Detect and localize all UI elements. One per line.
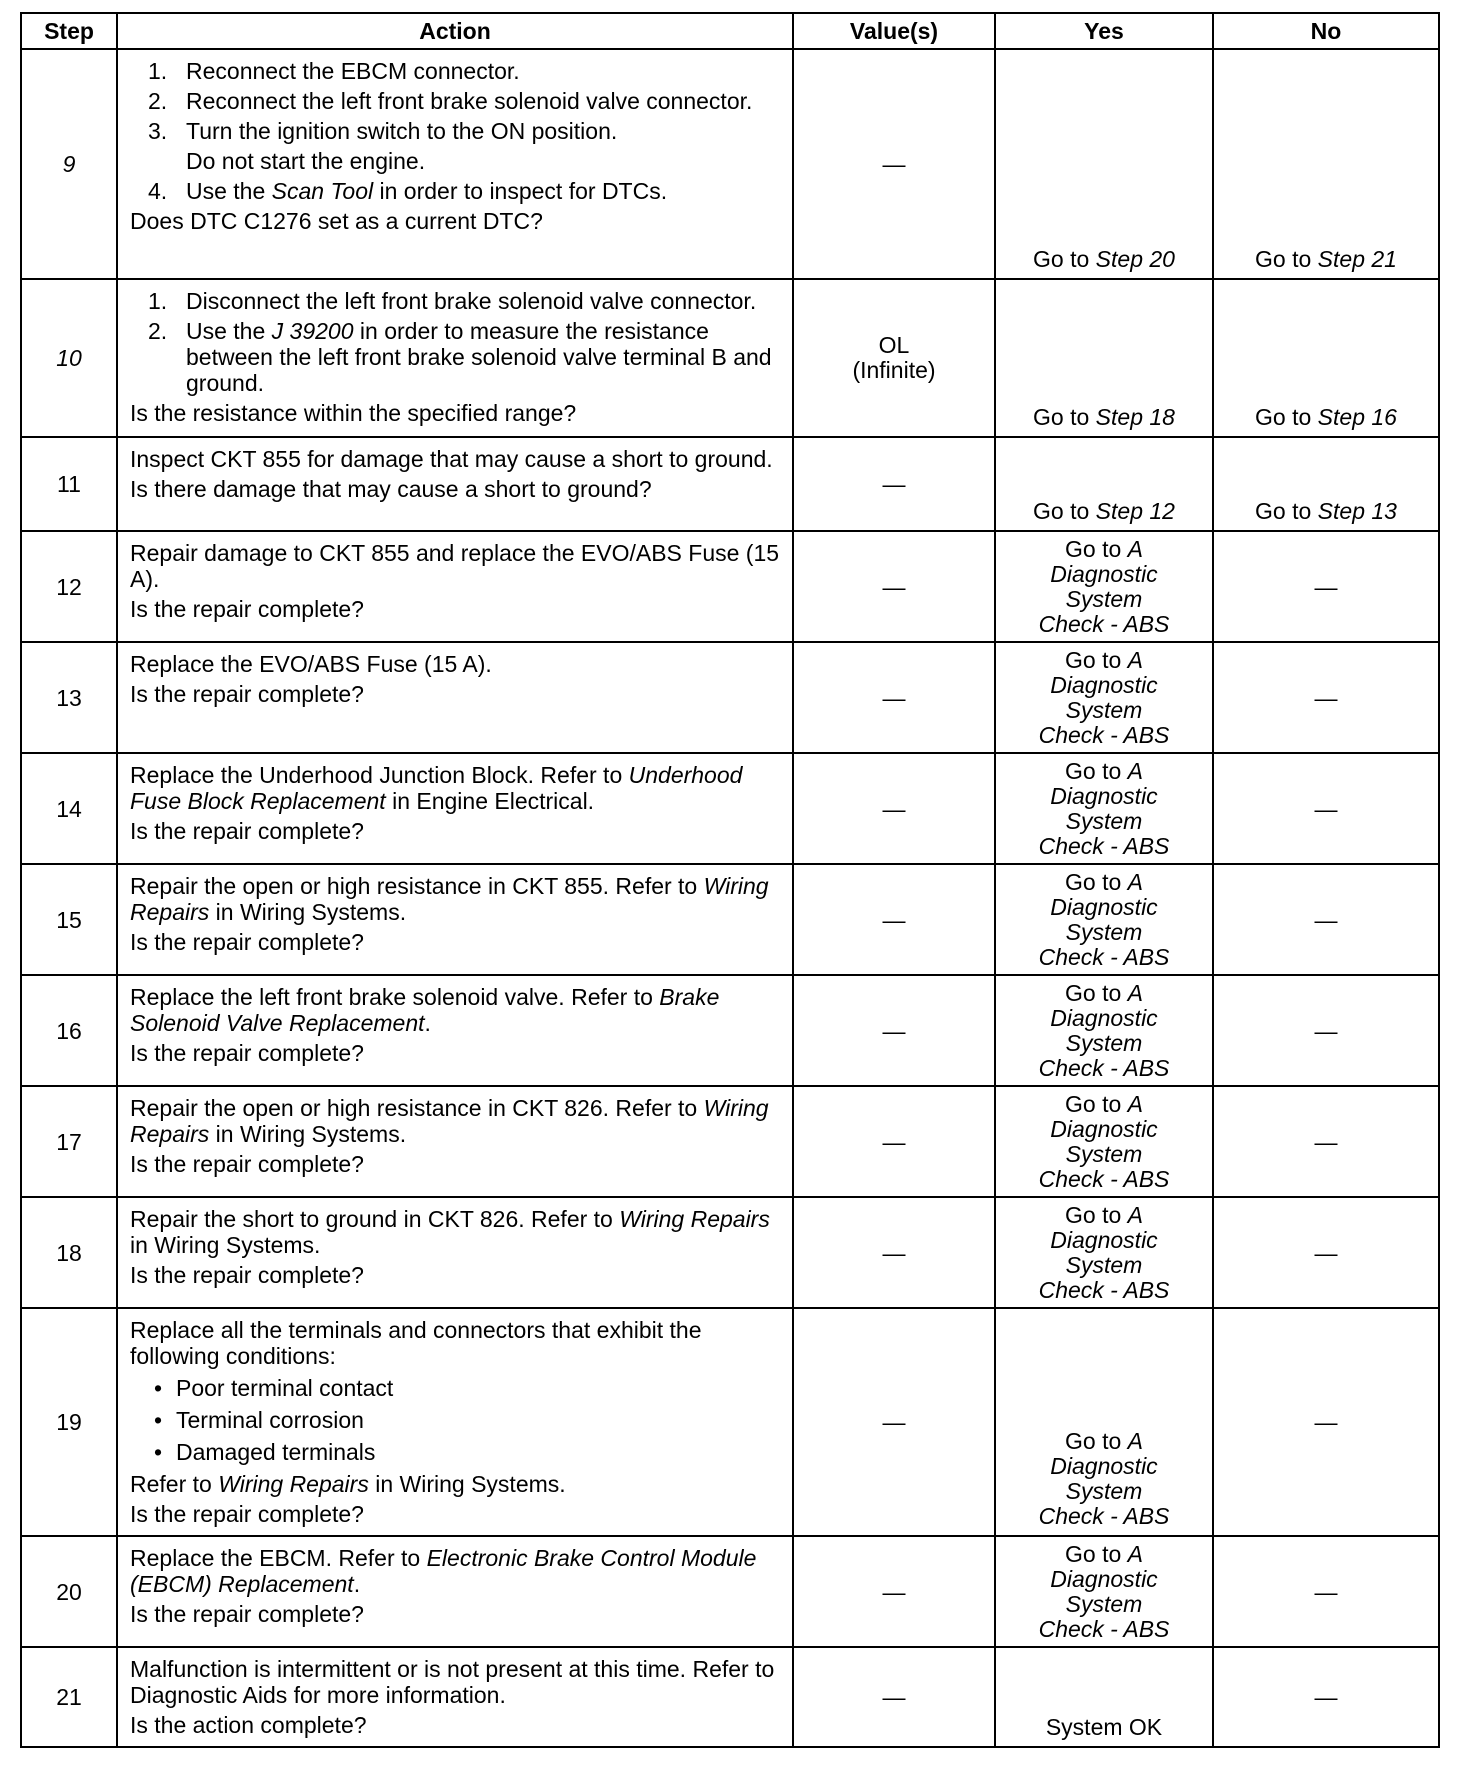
goto-link: System	[1065, 1140, 1143, 1167]
value-text: OL	[878, 332, 910, 358]
goto-text: Go to	[1033, 498, 1096, 524]
goto-link: A	[1127, 1201, 1143, 1228]
action-cell	[117, 1308, 793, 1536]
goto-step-link: Step 21	[1317, 246, 1397, 272]
goto-link: Check - ABS	[1038, 832, 1170, 859]
goto-link: A	[1127, 1540, 1143, 1567]
action-steps	[130, 58, 784, 204]
action-question: Is the repair complete?	[130, 596, 364, 622]
action-cell	[117, 531, 793, 642]
step-number: 3.	[148, 118, 168, 144]
value-cell: —	[793, 975, 995, 1086]
action-text: in Wiring Systems.	[209, 899, 407, 925]
action-question: Is there damage that may cause a short to ground?	[130, 476, 652, 502]
action-text: .	[353, 1571, 361, 1597]
action-text: Replace the Underhood Junction Block. Refer to	[130, 762, 629, 788]
action-question: Is the repair complete?	[130, 929, 364, 955]
goto-link: System	[1065, 1029, 1143, 1056]
table-row	[21, 1536, 1439, 1647]
goto-text: Go to	[1065, 1540, 1128, 1567]
action-question: Is the action complete?	[130, 1712, 367, 1738]
goto-link: System	[1065, 1590, 1143, 1617]
yes-cell	[995, 1308, 1213, 1536]
step-text: Reconnect the left front brake solenoid valve connector.	[186, 88, 753, 114]
goto-link: Check - ABS	[1038, 1615, 1170, 1642]
goto-link: A	[1127, 1428, 1143, 1454]
action-text-italic: Wiring Repairs	[218, 1471, 369, 1497]
goto-text: Go to	[1065, 868, 1128, 895]
value-cell: —	[793, 1647, 995, 1747]
list-item	[130, 318, 784, 396]
condition-list	[130, 1375, 784, 1465]
action-cell	[117, 642, 793, 753]
action-text: in Wiring Systems.	[130, 1232, 321, 1258]
value-cell: —	[793, 1086, 995, 1197]
action-text: Repair the open or high resistance in CKT 826. Refer to	[130, 1095, 704, 1121]
action-cell	[117, 864, 793, 975]
step-cell: 16	[21, 975, 117, 1086]
table-row	[21, 975, 1439, 1086]
goto-link: Diagnostic	[1050, 1226, 1158, 1253]
action-text: Replace the EVO/ABS Fuse (15 A).	[130, 651, 492, 677]
action-cell	[117, 1197, 793, 1308]
goto-link: System	[1065, 696, 1143, 723]
action-question: Is the repair complete?	[130, 681, 364, 707]
yes-cell	[995, 49, 1213, 279]
goto-text: Go to	[1065, 979, 1128, 1006]
list-item	[130, 88, 784, 114]
goto-link: Diagnostic	[1050, 893, 1158, 920]
goto-link: Diagnostic	[1050, 1004, 1158, 1031]
goto-text: Go to	[1065, 535, 1128, 562]
header-action: Action	[117, 13, 793, 49]
action-steps	[130, 288, 784, 396]
list-item: • Poor terminal contact	[130, 1375, 784, 1401]
action-question: Is the repair complete?	[130, 1601, 364, 1627]
action-text-italic: Electronic Brake Control Module (EBCM) Replacement	[130, 1545, 757, 1597]
goto-step-link: Step 20	[1095, 246, 1175, 272]
step-number: 1.	[148, 288, 168, 314]
step-cell: 14	[21, 753, 117, 864]
goto-text: Go to	[1033, 404, 1096, 430]
value-cell: —	[793, 864, 995, 975]
yes-cell	[995, 864, 1213, 975]
table-row	[21, 753, 1439, 864]
step-cell: 10	[21, 279, 117, 437]
step-cell: 17	[21, 1086, 117, 1197]
no-cell: —	[1213, 1197, 1439, 1308]
step-text: Use the	[186, 318, 272, 344]
goto-link: Diagnostic	[1050, 1115, 1158, 1142]
goto-link: Check - ABS	[1038, 1165, 1170, 1192]
value-cell: —	[793, 753, 995, 864]
goto-step-link: Step 16	[1317, 404, 1397, 430]
goto-link: A	[1127, 868, 1143, 895]
yes-cell: System OK	[995, 1647, 1213, 1747]
diagnostic-table	[20, 12, 1440, 1748]
table-row	[21, 437, 1439, 531]
yes-cell	[995, 1086, 1213, 1197]
goto-link: Diagnostic	[1050, 1453, 1158, 1479]
action-question: Is the repair complete?	[130, 1151, 364, 1177]
yes-cell	[995, 1536, 1213, 1647]
action-cell	[117, 1086, 793, 1197]
action-text: Repair damage to CKT 855 and replace the EVO/ABS Fuse (15 A).	[130, 540, 780, 592]
step-number: 2.	[148, 318, 168, 344]
action-cell	[117, 279, 793, 437]
action-question: Is the repair complete?	[130, 818, 364, 844]
step-text: in order to measure the resistance between the left front brake solenoid valve terminal B and ground.	[186, 318, 772, 396]
table-row	[21, 642, 1439, 753]
table-row	[21, 1308, 1439, 1536]
table-row	[21, 1197, 1439, 1308]
step-cell: 11	[21, 437, 117, 531]
no-cell	[1213, 49, 1439, 279]
value-cell: —	[793, 1536, 995, 1647]
list-item: • Damaged terminals	[130, 1439, 784, 1465]
goto-link: A	[1127, 1090, 1143, 1117]
value-cell: —	[793, 531, 995, 642]
list-item: • Terminal corrosion	[130, 1407, 784, 1433]
yes-cell	[995, 279, 1213, 437]
no-cell: —	[1213, 1536, 1439, 1647]
action-cell	[117, 49, 793, 279]
no-cell: —	[1213, 975, 1439, 1086]
action-text: in Wiring Systems.	[368, 1471, 566, 1497]
no-cell: —	[1213, 531, 1439, 642]
yes-cell	[995, 642, 1213, 753]
no-cell: —	[1213, 753, 1439, 864]
list-item	[130, 118, 784, 144]
goto-link: Diagnostic	[1050, 782, 1158, 809]
goto-link: System	[1065, 918, 1143, 945]
header-no: No	[1213, 13, 1439, 49]
goto-step-link: Step 13	[1317, 498, 1397, 524]
goto-link: System	[1065, 1478, 1143, 1504]
goto-link: A	[1127, 646, 1143, 673]
no-cell: —	[1213, 864, 1439, 975]
list-item	[130, 58, 784, 84]
step-number: 2.	[148, 88, 168, 114]
step-number: 4.	[148, 178, 168, 204]
action-text: .	[424, 1010, 431, 1036]
step-text: in order to inspect for DTCs.	[373, 178, 668, 204]
goto-link: Check - ABS	[1038, 1276, 1170, 1303]
action-question: Is the repair complete?	[130, 1501, 364, 1527]
action-text: Malfunction is intermittent or is not present at this time. Refer to Diagnostic Aids for more information.	[130, 1656, 775, 1708]
diagnostic-table-page	[20, 12, 1438, 1748]
goto-text: Go to	[1065, 1201, 1128, 1228]
yes-cell	[995, 531, 1213, 642]
goto-step-link: Step 12	[1095, 498, 1175, 524]
list-item	[130, 178, 784, 204]
action-cell	[117, 1647, 793, 1747]
no-cell: —	[1213, 642, 1439, 753]
value-cell: —	[793, 1197, 995, 1308]
table-header-row	[21, 13, 1439, 49]
goto-link: A	[1127, 535, 1143, 562]
step-cell: 20	[21, 1536, 117, 1647]
goto-text: Go to	[1065, 1428, 1128, 1454]
table-row	[21, 864, 1439, 975]
step-number: 1.	[148, 58, 168, 84]
step-cell: 13	[21, 642, 117, 753]
header-step: Step	[21, 13, 117, 49]
list-item	[130, 288, 784, 314]
yes-cell	[995, 437, 1213, 531]
value-text: (Infinite)	[852, 357, 936, 383]
goto-text: Go to	[1033, 246, 1096, 272]
yes-cell	[995, 975, 1213, 1086]
action-cell	[117, 975, 793, 1086]
goto-link: System	[1065, 585, 1143, 612]
action-text-italic: Wiring Repairs	[130, 873, 769, 925]
table-row	[21, 49, 1439, 279]
goto-link: A	[1127, 757, 1143, 784]
goto-link: Check - ABS	[1038, 1503, 1170, 1529]
header-yes: Yes	[995, 13, 1213, 49]
action-text-italic: Wiring Repairs	[619, 1206, 770, 1232]
action-text-italic: Underhood Fuse Block Replacement	[130, 762, 743, 814]
step-text: Disconnect the left front brake solenoid valve connector.	[186, 288, 757, 314]
goto-link: Diagnostic	[1050, 1565, 1158, 1592]
goto-link: System	[1065, 807, 1143, 834]
table-row	[21, 531, 1439, 642]
step-cell: 12	[21, 531, 117, 642]
goto-step-link: Step 18	[1095, 404, 1175, 430]
step-text: Turn the ignition switch to the ON position.	[186, 118, 618, 144]
step-text: Reconnect the EBCM connector.	[186, 58, 520, 84]
step-cell: 9	[21, 49, 117, 279]
goto-link: Check - ABS	[1038, 610, 1170, 637]
action-question: Is the repair complete?	[130, 1040, 364, 1066]
header-value: Value(s)	[793, 13, 995, 49]
action-cell	[117, 437, 793, 531]
no-cell: —	[1213, 1647, 1439, 1747]
goto-link: System	[1065, 1251, 1143, 1278]
goto-text: Go to	[1065, 646, 1128, 673]
no-cell: —	[1213, 1308, 1439, 1536]
table-row	[21, 279, 1439, 437]
action-cell	[117, 753, 793, 864]
action-text: Replace all the terminals and connectors that exhibit the following conditions:	[130, 1317, 702, 1369]
step-text-italic: J 39200	[271, 318, 354, 344]
list-item	[130, 148, 784, 174]
step-text-italic: Scan Tool	[271, 178, 374, 204]
action-text-italic: Wiring Repairs	[130, 1095, 769, 1147]
no-cell	[1213, 437, 1439, 531]
step-text: Do not start the engine.	[186, 148, 426, 174]
goto-link: A	[1127, 979, 1143, 1006]
goto-text: Go to	[1255, 246, 1318, 272]
no-cell: —	[1213, 1086, 1439, 1197]
action-question: Does DTC C1276 set as a current DTC?	[130, 208, 543, 234]
action-text: Inspect CKT 855 for damage that may cause a short to ground.	[130, 446, 773, 472]
step-text: Use the	[186, 178, 272, 204]
goto-text: Go to	[1255, 498, 1318, 524]
goto-link: Check - ABS	[1038, 1054, 1170, 1081]
value-cell: —	[793, 1308, 995, 1536]
action-text: Repair the short to ground in CKT 826. Refer to	[130, 1206, 620, 1232]
action-question: Is the resistance within the specified range?	[130, 400, 577, 426]
goto-link: Check - ABS	[1038, 721, 1170, 748]
action-text: Replace the EBCM. Refer to	[130, 1545, 427, 1571]
yes-cell	[995, 753, 1213, 864]
action-text: Repair the open or high resistance in CKT 855. Refer to	[130, 873, 704, 899]
step-cell: 19	[21, 1308, 117, 1536]
value-cell: —	[793, 49, 995, 279]
action-text: in Engine Electrical.	[385, 788, 595, 814]
step-cell: 15	[21, 864, 117, 975]
step-cell: 21	[21, 1647, 117, 1747]
action-text: Replace the left front brake solenoid valve. Refer to	[130, 984, 660, 1010]
step-cell: 18	[21, 1197, 117, 1308]
action-cell	[117, 1536, 793, 1647]
value-cell: —	[793, 437, 995, 531]
goto-text: Go to	[1065, 1090, 1128, 1117]
table-row	[21, 1086, 1439, 1197]
action-text: in Wiring Systems.	[209, 1121, 407, 1147]
value-cell: —	[793, 642, 995, 753]
table-row	[21, 1647, 1439, 1747]
no-cell	[1213, 279, 1439, 437]
goto-link: Diagnostic	[1050, 671, 1158, 698]
value-cell	[793, 279, 995, 437]
goto-link: Check - ABS	[1038, 943, 1170, 970]
yes-cell	[995, 1197, 1213, 1308]
goto-text: Go to	[1255, 404, 1318, 430]
goto-text: Go to	[1065, 757, 1128, 784]
goto-link: Diagnostic	[1050, 560, 1158, 587]
action-text-italic: Brake Solenoid Valve Replacement	[130, 984, 720, 1036]
action-text: Refer to	[130, 1471, 219, 1497]
action-question: Is the repair complete?	[130, 1262, 364, 1288]
